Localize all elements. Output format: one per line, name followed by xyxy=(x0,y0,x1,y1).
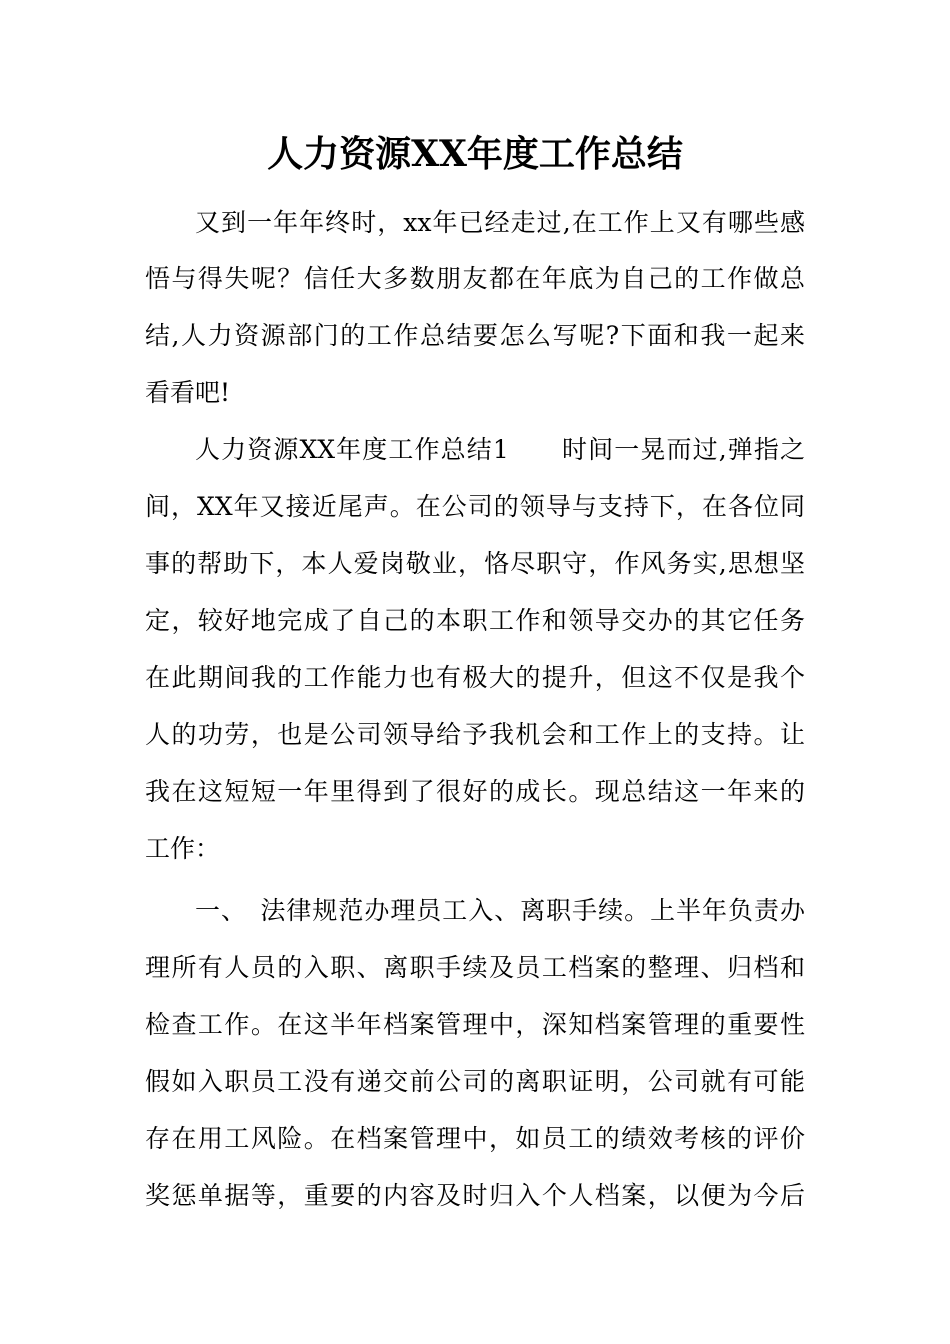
paragraph-line: 定，较好地完成了自己的本职工作和领导交办的其它任务 xyxy=(145,606,805,635)
paragraph-line: 工作： xyxy=(145,834,221,863)
paragraph-line: 一、 法律规范办理员工入、离职手续。上半年负责办 xyxy=(195,896,805,925)
paragraph-line: 间，XX年又接近尾声。在公司的领导与支持下，在各位同 xyxy=(145,492,805,521)
paragraph-line: 理所有人员的入职、离职手续及员工档案的整理、归档和 xyxy=(145,953,805,982)
paragraph-line: 又到一年年终时，xx年已经走过,在工作上又有哪些感 xyxy=(195,208,805,237)
paragraph-line: 存在用工风险。在档案管理中，如员工的绩效考核的评价 xyxy=(145,1124,805,1153)
paragraph-line: 在此期间我的工作能力也有极大的提升，但这不仅是我个 xyxy=(145,663,805,692)
paragraph-line: 事的帮助下，本人爱岗敬业，恪尽职守，作风务实,思想坚 xyxy=(145,549,805,578)
paragraph-line: 人力资源XX年度工作总结1 时间一晃而过,弹指之 xyxy=(195,435,805,464)
paragraph-line: 假如入职员工没有递交前公司的离职证明，公司就有可能 xyxy=(145,1067,805,1096)
paragraph-line: 奖惩单据等，重要的内容及时归入个人档案，以便为今后 xyxy=(145,1181,805,1210)
paragraph-line: 悟与得失呢？信任大多数朋友都在年底为自己的工作做总 xyxy=(145,264,805,293)
paragraph-line: 检查工作。在这半年档案管理中，深知档案管理的重要性 xyxy=(145,1010,805,1039)
document-title: 人力资源XX年度工作总结 xyxy=(267,133,683,175)
paragraph-line: 看看吧! xyxy=(145,378,231,407)
paragraph-line: 人的功劳，也是公司领导给予我机会和工作上的支持。让 xyxy=(145,720,805,749)
paragraph-line: 我在这短短一年里得到了很好的成长。现总结这一年来的 xyxy=(145,777,805,806)
paragraph-line: 结,人力资源部门的工作总结要怎么写呢?下面和我一起来 xyxy=(145,321,805,350)
